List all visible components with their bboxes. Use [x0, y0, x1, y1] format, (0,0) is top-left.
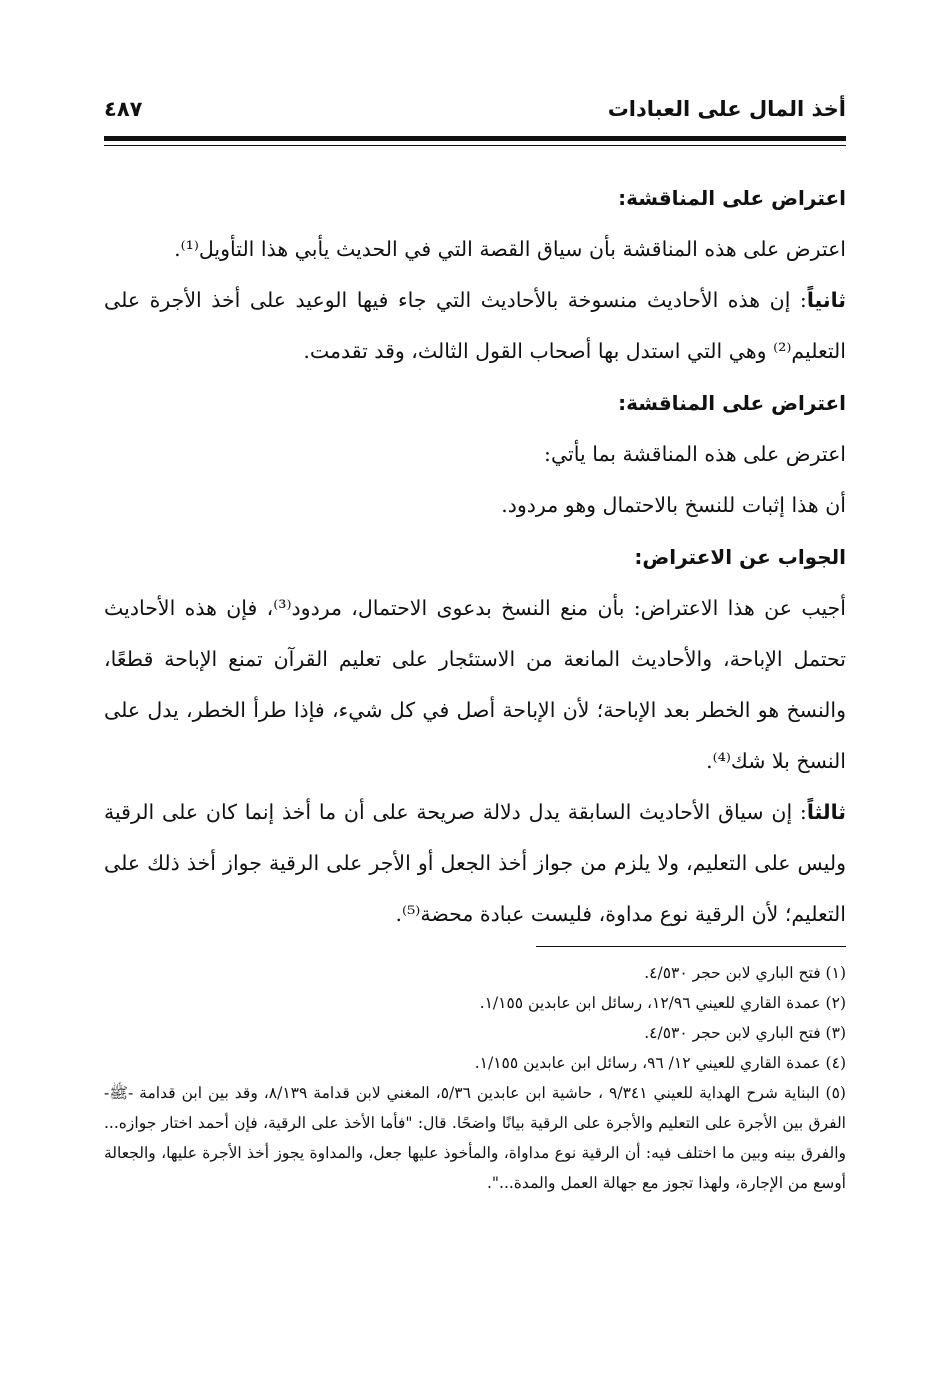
footnote-2: (٢) عمدة القاري للعيني ١٢/٩٦، رسائل ابن عابدين ١/١٥٥.	[479, 994, 846, 1012]
header-rule-thin	[104, 145, 846, 146]
footnote-5: (٥) البناية شرح الهداية للعيني ٩/٣٤١ ، حاشية ابن عابدين ٥/٣٦، المغني لابن قدامة ٨/١٣٩، وقد بين ابن قدامة -ﷺ- الفرق بين الأجرة على التعليم والأجرة على الرقية بيانًا واضحًا. قال: "فأما الأخذ على الرقية، فإن أحمد اختار جوازه... والفرق بينه وبين ما اختلف فيه: أن الرقية نوع مداواة، والمأخوذ عليها جعل، والمداوة يجوز أخذ الأجرة عليها، والجعالة أوسع من الإجارة، ولهذا تجوز مع جهالة العمل والمدة...".	[104, 1084, 846, 1192]
page-header	[104, 93, 846, 133]
header-rule-thick	[104, 136, 846, 141]
paragraph-objection-1: اعترض على هذه المناقشة بأن سياق القصة التي في الحديث يأبي هذا التأويل⁽¹⁾.	[174, 237, 846, 261]
section-heading-objection-1: اعتراض على المناقشة:	[618, 186, 846, 210]
point-label-third: ثالثاً	[806, 800, 846, 824]
running-title: أخذ المال على العبادات	[607, 97, 846, 121]
book-page	[104, 0, 846, 1373]
footnote-1: (١) فتح الباري لابن حجر ٤/٥٣٠.	[644, 964, 846, 982]
paragraph-second-text: : إن هذه الأحاديث منسوخة بالأحاديث التي جاء فيها الوعيد على أخذ الأجرة على التعليم⁽²⁾ وهي التي استدل بها أصحاب القول الثالث، وقد تقدمت.	[104, 288, 846, 363]
footnote-3: (٣) فتح الباري لابن حجر ٤/٥٣٠.	[644, 1024, 846, 1042]
paragraph-answer: أجيب عن هذا الاعتراض: بأن منع النسخ بدعوى الاحتمال، مردود⁽³⁾، فإن هذه الأحاديث تحتمل الإباحة، والأحاديث المانعة من الاستئجار على تعليم القرآن تمنع الإباحة قطعًا، والنسخ هو الخطر بعد الإباحة؛ لأن الإباحة أصل في كل شيء، فإذا طرأ الخطر، يدل على النسخ بلا شك⁽⁴⁾.	[104, 596, 847, 773]
footnotes	[104, 958, 846, 1198]
section-heading-objection-2: اعتراض على المناقشة:	[618, 391, 846, 415]
paragraph-third-text: : إن سياق الأحاديث السابقة يدل دلالة صريحة على أن ما أخذ إنما كان على الرقية وليس على التعليم، ولا يلزم من جواز أخذ الجعل أو الأجر على الرقية جواز أخذ ذلك على التعليم؛ لأن الرقية نوع مداوة، فليست عبادة محضة⁽⁵⁾.	[104, 800, 846, 926]
footnote-4: (٤) عمدة القاري للعيني ١٢/ ٩٦، رسائل ابن عابدين ١/١٥٥.	[474, 1054, 846, 1072]
paragraph-third-point	[104, 787, 846, 940]
paragraph-objection-2: اعترض على هذه المناقشة بما يأتي:	[544, 442, 846, 466]
paragraph-second-point	[104, 275, 846, 377]
section-heading-answer: الجواب عن الاعتراض:	[634, 545, 846, 569]
main-text	[104, 172, 846, 940]
page-number: ٤٨٧	[104, 97, 143, 121]
paragraph-abrogation: أن هذا إثبات للنسخ بالاحتمال وهو مردود.	[501, 493, 846, 517]
point-label-second: ثانياً	[806, 288, 846, 312]
footnote-separator	[536, 946, 846, 947]
